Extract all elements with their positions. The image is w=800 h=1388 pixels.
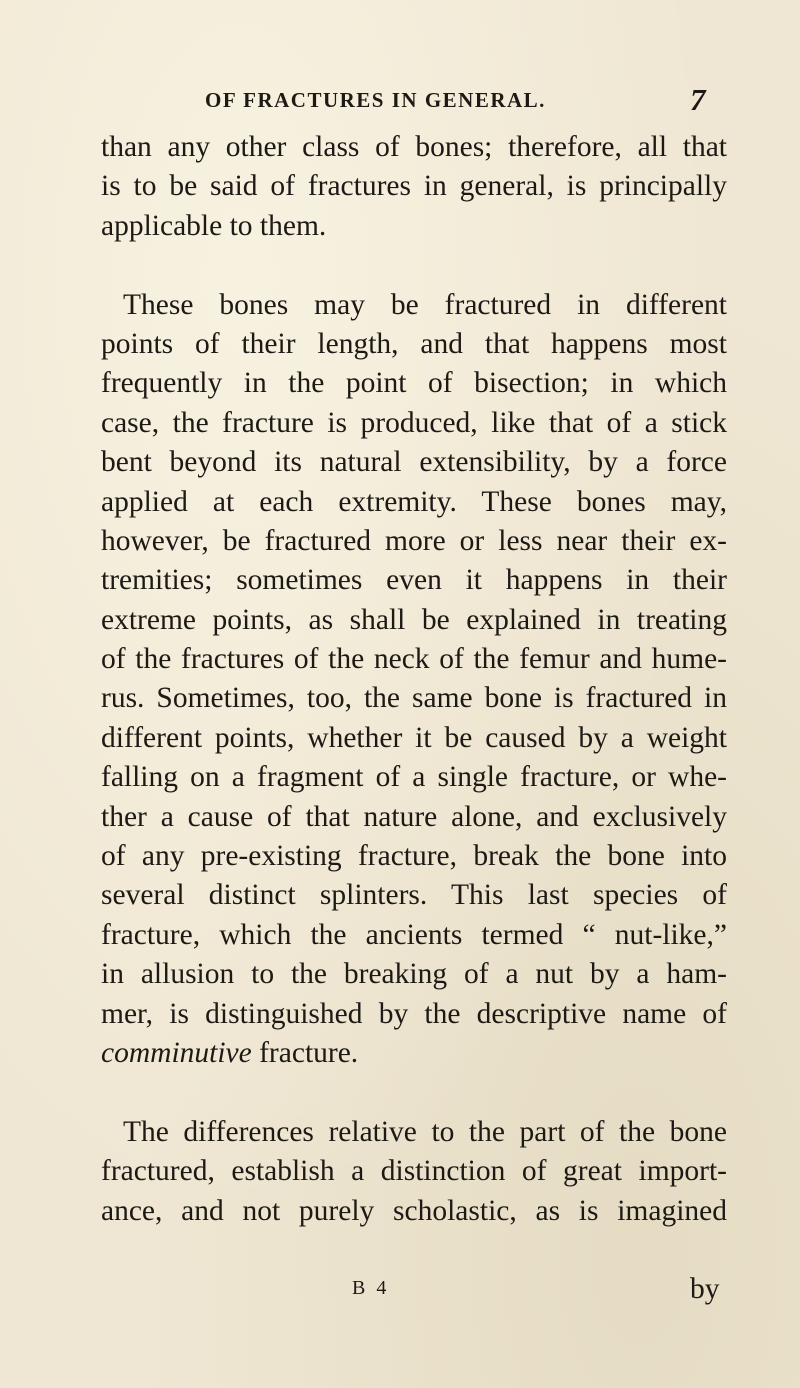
paragraph-2: [101, 286, 727, 1074]
signature-mark: B 4: [352, 1277, 390, 1299]
text-line: mer, is distinguished by the descriptive name of: [101, 997, 727, 1030]
text-line: ther a cause of that nature alone, and exclusively: [101, 800, 727, 833]
page-number: 7: [690, 82, 706, 117]
paragraph-gap: [101, 1073, 727, 1112]
text-line: bent beyond its natural extensibility, by a force: [101, 446, 727, 479]
text-line: These bones may be fractured in different: [123, 288, 727, 321]
paragraph-gap: [101, 246, 727, 285]
text-line: of the fractures of the neck of the femur and hume-: [101, 643, 727, 676]
text-line: case, the fracture is produced, like that of a stick: [101, 406, 727, 439]
text-line: of any pre-existing fracture, break the bone into: [101, 840, 727, 873]
text-line: applied at each extremity. These bones may,: [101, 485, 727, 518]
catchword: by: [690, 1273, 720, 1305]
text-line: frequently in the point of bisection; in which: [101, 367, 727, 400]
paragraph-3: [101, 1113, 727, 1231]
page-footer: [0, 1273, 800, 1317]
text-line: applicable to them.: [101, 209, 327, 242]
text-line: extreme points, as shall be explained in treating: [101, 603, 727, 636]
text-line: several distinct splinters. This last species of: [101, 879, 727, 912]
text-line: [101, 1034, 727, 1073]
text-line: tremities; sometimes even it happens in their: [101, 564, 727, 597]
text-fragment: fracture.: [251, 1036, 359, 1069]
text-line: in allusion to the breaking of a nut by a ham-: [101, 958, 727, 991]
text-line: fracture, which the ancients termed “ nut-like,”: [101, 918, 727, 951]
text-line: rus. Sometimes, too, the same bone is fractured in: [101, 682, 727, 715]
text-line: than any other class of bones; therefore, all that: [101, 131, 727, 163]
text-line: different points, whether it be caused by a weight: [101, 721, 727, 754]
running-head: [0, 82, 800, 122]
text-line: points of their length, and that happens most: [101, 327, 727, 360]
text-line: however, be fractured more or less near their ex-: [101, 524, 727, 557]
text-line: The differences relative to the part of the bone: [123, 1115, 727, 1148]
text-line: is to be said of fractures in general, is principally: [101, 170, 727, 203]
italic-term: comminutive: [101, 1036, 252, 1069]
text-line: falling on a fragment of a single fracture, or whe-: [101, 761, 727, 794]
text-line: ance, and not purely scholastic, as is imagined: [101, 1194, 727, 1227]
text-line: fractured, establish a distinction of great import-: [101, 1155, 727, 1188]
running-title: OF FRACTURES IN GENERAL.: [205, 88, 546, 112]
paragraph-1: [101, 128, 727, 246]
body-text: [101, 128, 727, 1231]
